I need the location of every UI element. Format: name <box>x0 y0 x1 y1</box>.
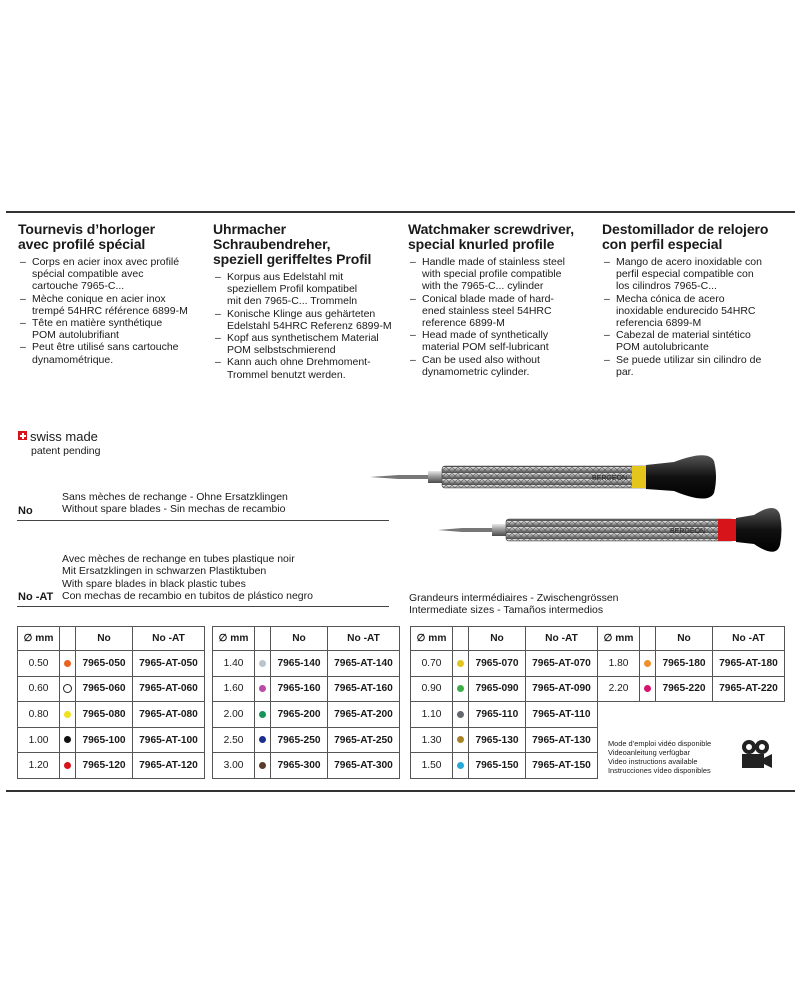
feature-line: – Handle made of stainless steel <box>422 256 565 268</box>
feature-item <box>213 356 403 380</box>
ring-red <box>718 519 736 541</box>
article-number-at-cell: 7965-AT-250 <box>328 727 400 753</box>
color-dot-icon <box>644 660 651 667</box>
feature-line: – Head made of synthetically <box>422 329 549 342</box>
article-number-cell: 7965-050 <box>76 651 133 677</box>
article-number-at-cell: 7965-AT-130 <box>526 727 598 753</box>
color-dot-icon <box>63 684 72 693</box>
article-number-at-cell: 7965-AT-060 <box>133 676 205 702</box>
article-number-at-cell: 7965-AT-070 <box>526 651 598 677</box>
feature-line: reference 6899-M <box>422 317 505 330</box>
table-row <box>411 702 598 728</box>
intermediate-line: Grandeurs intermédiaires - Zwischengrössen <box>409 592 619 604</box>
option-no-text <box>62 491 288 516</box>
size-cell: 1.80 <box>598 651 640 677</box>
size-cell: 1.30 <box>411 727 453 753</box>
feature-line: – Conical blade made of hard- <box>422 292 554 305</box>
header-size: ∅ mm <box>598 627 640 651</box>
article-number-at-cell: 7965-AT-300 <box>328 753 400 779</box>
feature-item <box>408 256 598 293</box>
color-dot-icon <box>644 685 651 692</box>
feature-line: Edelstahl 54HRC Referenz 6899-M <box>227 319 392 332</box>
size-cell: 0.50 <box>18 651 60 677</box>
color-dot-icon <box>457 685 464 692</box>
table-row <box>411 651 598 677</box>
table-row <box>411 676 598 702</box>
feature-line: – Cabezal de material sintético <box>616 329 751 342</box>
column-title-line: Watchmaker screwdriver, <box>408 221 575 237</box>
article-number-at-cell: 7965-AT-120 <box>133 753 205 779</box>
feature-line: with the 7965-C... cylinder <box>422 280 544 293</box>
column-german <box>213 222 403 381</box>
article-number-cell: 7965-090 <box>469 676 526 702</box>
feature-item <box>602 293 792 330</box>
header-color <box>640 627 656 651</box>
feature-line: – Can be used also without <box>422 353 540 366</box>
article-number-cell: 7965-180 <box>656 651 713 677</box>
product-table <box>410 626 598 779</box>
size-cell: 1.00 <box>18 727 60 753</box>
table-header-row <box>411 627 598 651</box>
divider <box>17 606 389 607</box>
color-dot-icon <box>64 762 71 769</box>
size-cell: 2.00 <box>213 702 255 728</box>
divider <box>17 520 389 521</box>
feature-item <box>18 317 208 341</box>
column-french <box>18 222 208 366</box>
table-row <box>411 753 598 779</box>
table-row <box>18 753 205 779</box>
column-title-line: speziell geriffeltes Profil <box>213 251 372 267</box>
color-cell <box>640 651 656 677</box>
article-number-cell: 7965-300 <box>271 753 328 779</box>
color-cell <box>60 651 76 677</box>
feature-line: speziellem Profil kompatibel <box>227 283 358 296</box>
feature-line: perfil especial compatible con <box>616 268 754 281</box>
feature-line: – Kopf aus synthetischem Material <box>227 332 379 345</box>
size-cell: 1.10 <box>411 702 453 728</box>
feature-line: – Tête en matière synthétique <box>32 317 163 330</box>
feature-line: ened stainless steel 54HRC <box>422 304 552 317</box>
brand-label: BERGEON <box>670 528 706 535</box>
feature-item <box>408 329 598 353</box>
column-english <box>408 222 598 378</box>
feature-line: POM autolubricante <box>616 341 709 354</box>
article-number-at-cell: 7965-AT-090 <box>526 676 598 702</box>
column-title-line: Schraubendreher, <box>213 236 331 252</box>
feature-list <box>602 256 792 378</box>
color-dot-icon <box>64 736 71 743</box>
feature-item <box>18 293 208 317</box>
size-cell: 0.90 <box>411 676 453 702</box>
screwdriver-top <box>370 455 716 498</box>
product-table <box>17 626 205 779</box>
option-no-line: Without spare blades - Sin mechas de recambio <box>62 503 286 516</box>
article-number-cell: 7965-250 <box>271 727 328 753</box>
feature-line: trempé 54HRC référence 6899-M <box>32 304 188 317</box>
size-cell: 0.60 <box>18 676 60 702</box>
size-cell: 1.40 <box>213 651 255 677</box>
article-number-cell: 7965-120 <box>76 753 133 779</box>
table-row <box>213 702 400 728</box>
intermediate-line: Intermediate sizes - Tamaños intermedios <box>409 604 604 617</box>
article-number-cell: 7965-130 <box>469 727 526 753</box>
product-table <box>212 626 400 779</box>
feature-line: par. <box>616 365 634 378</box>
feature-line: – Mèche conique en acier inox <box>32 292 166 305</box>
size-cell: 3.00 <box>213 753 255 779</box>
header-no: No <box>656 627 713 651</box>
color-cell <box>60 676 76 702</box>
feature-line: – Corps en acier inox avec profilé <box>32 256 180 268</box>
option-no-code: No <box>18 505 33 517</box>
article-number-cell: 7965-200 <box>271 702 328 728</box>
column-title <box>408 222 598 252</box>
table-header-row <box>18 627 205 651</box>
table-header-row <box>213 627 400 651</box>
feature-item <box>18 341 208 365</box>
feature-line: – Mango de acero inoxidable con <box>616 256 762 268</box>
color-cell <box>255 727 271 753</box>
color-cell <box>60 702 76 728</box>
column-title-line: Uhrmacher <box>213 221 287 237</box>
article-number-cell: 7965-220 <box>656 676 713 702</box>
article-number-at-cell: 7965-AT-110 <box>526 702 598 728</box>
table-row <box>598 651 785 677</box>
color-dot-icon <box>259 736 266 743</box>
intermediate-sizes-heading <box>409 592 619 617</box>
article-number-at-cell: 7965-AT-180 <box>713 651 785 677</box>
feature-line: POM autolubrifiant <box>32 329 119 342</box>
color-cell <box>255 753 271 779</box>
table-row <box>213 753 400 779</box>
color-dot-icon <box>259 660 266 667</box>
header-size: ∅ mm <box>213 627 255 651</box>
feature-list <box>408 256 598 378</box>
feature-line: referencia 6899-M <box>616 317 702 330</box>
color-cell <box>453 676 469 702</box>
column-spanish <box>602 222 792 378</box>
screwdriver-bottom <box>438 508 782 552</box>
table-row <box>213 651 400 677</box>
feature-item <box>602 329 792 353</box>
article-number-cell: 7965-140 <box>271 651 328 677</box>
article-number-at-cell: 7965-AT-100 <box>133 727 205 753</box>
feature-line: inoxidable endurecido 54HRC <box>616 304 756 317</box>
feature-list <box>18 256 208 366</box>
feature-list <box>213 271 403 381</box>
color-dot-icon <box>457 762 464 769</box>
color-cell <box>255 676 271 702</box>
feature-line: dynamométrique. <box>32 353 114 366</box>
ring-yellow <box>632 466 646 488</box>
color-cell <box>640 676 656 702</box>
screwdriver-illustration <box>368 449 788 559</box>
size-cell: 1.20 <box>18 753 60 779</box>
video-line: Mode d’emploi vidéo disponible <box>608 739 712 748</box>
header-at: No -AT <box>133 627 205 651</box>
option-at-text <box>62 553 313 603</box>
option-no-line: Sans mèches de rechange - Ohne Ersatzklingen <box>62 491 288 503</box>
feature-item <box>408 293 598 330</box>
feature-line: material POM self-lubricant <box>422 341 549 354</box>
swiss-made-mark <box>18 428 100 457</box>
article-number-at-cell: 7965-AT-200 <box>328 702 400 728</box>
color-dot-icon <box>64 660 71 667</box>
table-row <box>18 651 205 677</box>
feature-line: Trommel benutzt werden. <box>227 368 346 381</box>
feature-line: – Korpus aus Edelstahl mit <box>227 271 344 283</box>
table-row <box>213 676 400 702</box>
color-dot-icon <box>259 762 266 769</box>
feature-line: with special profile compatible <box>422 268 562 281</box>
color-dot-icon <box>457 660 464 667</box>
article-number-cell: 7965-160 <box>271 676 328 702</box>
brand-label: BERGEON <box>592 475 628 482</box>
article-number-cell: 7965-060 <box>76 676 133 702</box>
header-at: No -AT <box>713 627 785 651</box>
feature-item <box>602 354 792 378</box>
feature-line: cartouche 7965-C... <box>32 280 125 293</box>
color-dot-icon <box>259 685 266 692</box>
size-cell: 1.60 <box>213 676 255 702</box>
header-size: ∅ mm <box>18 627 60 651</box>
header-at: No -AT <box>526 627 598 651</box>
feature-item <box>18 256 208 293</box>
color-dot-icon <box>259 711 266 718</box>
header-no: No <box>469 627 526 651</box>
feature-line: dynamometric cylinder. <box>422 365 530 378</box>
option-at-line: Mit Ersatzklingen in schwarzen Plastiktuben <box>62 565 267 578</box>
video-line: Instrucciones vídeo disponibles <box>608 766 711 775</box>
feature-item <box>408 354 598 378</box>
column-title-line: Destomillador de relojero <box>602 221 769 237</box>
article-number-cell: 7965-080 <box>76 702 133 728</box>
table-row <box>598 676 785 702</box>
color-cell <box>453 651 469 677</box>
article-number-at-cell: 7965-AT-160 <box>328 676 400 702</box>
column-title-line: avec profilé spécial <box>18 236 146 252</box>
article-number-cell: 7965-110 <box>469 702 526 728</box>
feature-line: spécial compatible avec <box>32 268 144 281</box>
article-number-cell: 7965-070 <box>469 651 526 677</box>
feature-item <box>213 271 403 308</box>
article-number-cell: 7965-100 <box>76 727 133 753</box>
column-title-line: con perfil especial <box>602 236 723 252</box>
column-title <box>18 222 208 252</box>
color-cell <box>255 702 271 728</box>
header-color <box>255 627 271 651</box>
video-instructions[interactable] <box>598 734 780 780</box>
video-camera-icon <box>738 738 774 772</box>
feature-line: POM selbstschmierend <box>227 344 336 357</box>
size-cell: 2.20 <box>598 676 640 702</box>
article-number-cell: 7965-150 <box>469 753 526 779</box>
column-title-line: special knurled profile <box>408 236 555 252</box>
product-table <box>597 626 785 702</box>
video-line: Video instructions available <box>608 757 698 766</box>
feature-line: – Se puede utilizar sin cilindro de <box>616 353 762 366</box>
header-color <box>60 627 76 651</box>
table-header-row <box>598 627 785 651</box>
video-line: Videoanleitung verfügbar <box>608 748 691 757</box>
header-at: No -AT <box>328 627 400 651</box>
feature-item <box>602 256 792 293</box>
option-at-line: With spare blades in black plastic tubes <box>62 577 246 590</box>
feature-item <box>213 308 403 332</box>
header-no: No <box>76 627 133 651</box>
feature-line: – Konische Klinge aus gehärteten <box>227 307 376 320</box>
table-row <box>411 727 598 753</box>
table-row <box>18 676 205 702</box>
color-cell <box>255 651 271 677</box>
article-number-at-cell: 7965-AT-080 <box>133 702 205 728</box>
table-row <box>18 702 205 728</box>
feature-item <box>213 332 403 356</box>
color-cell <box>453 753 469 779</box>
article-number-at-cell: 7965-AT-140 <box>328 651 400 677</box>
color-cell <box>60 727 76 753</box>
size-cell: 2.50 <box>213 727 255 753</box>
option-at-line: Avec mèches de rechange en tubes plastique noir <box>62 553 295 565</box>
header-no: No <box>271 627 328 651</box>
color-cell <box>453 702 469 728</box>
size-cell: 1.50 <box>411 753 453 779</box>
option-at-code: No -AT <box>18 591 54 603</box>
feature-line: – Peut être utilisé sans cartouche <box>32 341 179 354</box>
color-cell <box>453 727 469 753</box>
swiss-flag-icon <box>18 431 27 440</box>
option-at-line: Con mechas de recambio en tubitos de plástico negro <box>62 590 313 603</box>
feature-line: – Kann auch ohne Drehmoment- <box>227 356 371 369</box>
article-number-at-cell: 7965-AT-220 <box>713 676 785 702</box>
feature-line: – Mecha cónica de acero <box>616 292 725 305</box>
patent-pending-label: patent pending <box>31 445 101 457</box>
color-dot-icon <box>64 711 71 718</box>
color-dot-icon <box>457 736 464 743</box>
color-cell <box>60 753 76 779</box>
swiss-made-label: swiss made <box>30 429 98 444</box>
column-title-line: Tournevis d’horloger <box>18 221 155 237</box>
column-title <box>602 222 792 252</box>
article-number-at-cell: 7965-AT-050 <box>133 651 205 677</box>
table-row <box>213 727 400 753</box>
size-cell: 0.80 <box>18 702 60 728</box>
article-number-at-cell: 7965-AT-150 <box>526 753 598 779</box>
header-color <box>453 627 469 651</box>
feature-line: mit den 7965-C... Trommeln <box>227 295 358 308</box>
size-cell: 0.70 <box>411 651 453 677</box>
header-size: ∅ mm <box>411 627 453 651</box>
feature-line: los cilindros 7965-C... <box>616 280 717 293</box>
column-title <box>213 222 403 267</box>
color-dot-icon <box>457 711 464 718</box>
table-row <box>18 727 205 753</box>
